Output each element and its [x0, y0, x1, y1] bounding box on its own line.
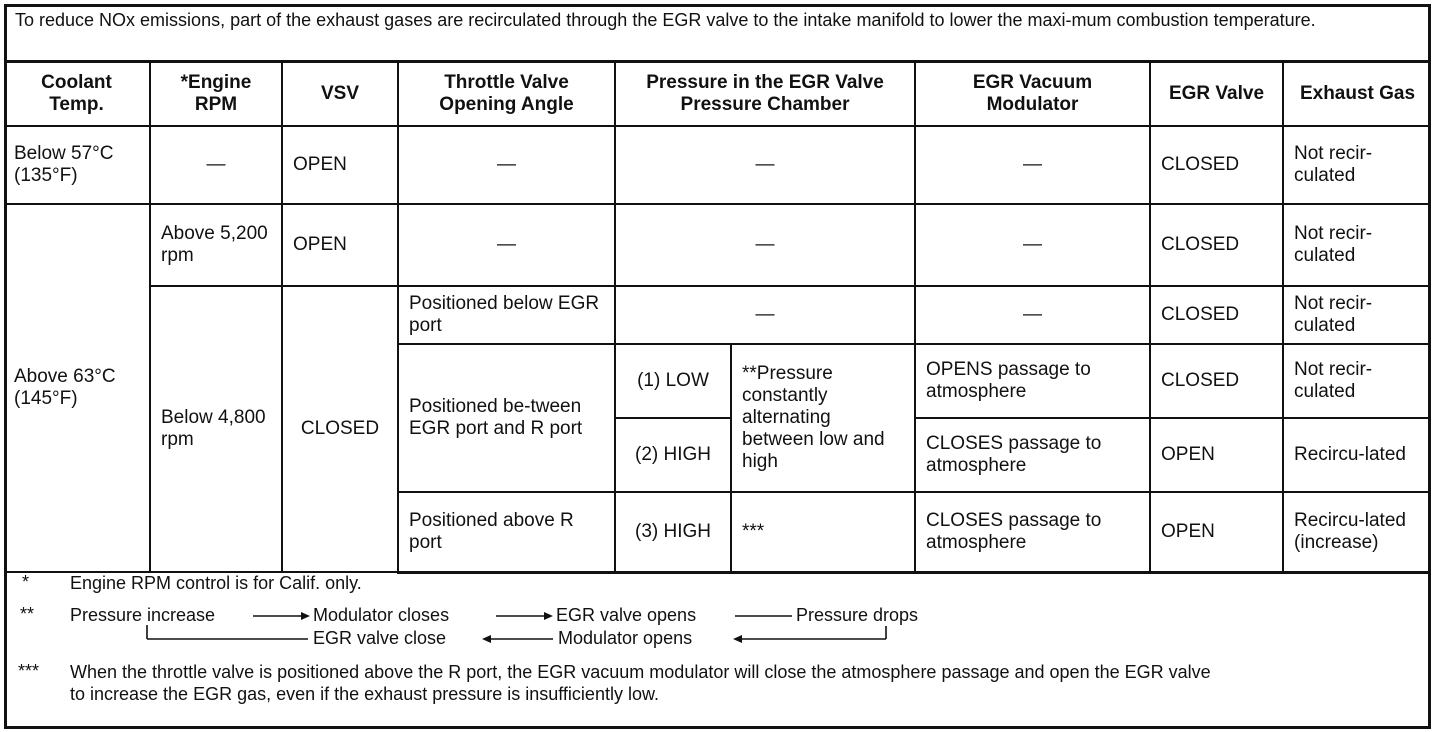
header-vacuum-modulator: EGR Vacuum Modulator — [915, 62, 1150, 127]
cell-throttle: Positioned above R port — [398, 492, 615, 572]
cell-pressure-note: *** — [731, 492, 915, 572]
cell-pressure-level: (1) LOW — [615, 344, 731, 418]
footnote-3-marker: *** — [18, 661, 40, 681]
cell-modulator: OPENS passage to atmosphere — [915, 344, 1150, 418]
cell-pressure-level: (3) HIGH — [615, 492, 731, 572]
header-coolant-temp: Coolant Temp. — [4, 62, 150, 127]
cell-egr-valve: CLOSED — [1150, 126, 1283, 204]
cell-exhaust: Recircu-lated (increase) — [1283, 492, 1431, 572]
cell-pressure: — — [615, 204, 915, 286]
header-vsv: VSV — [282, 62, 398, 127]
cell-throttle: — — [398, 126, 615, 204]
footnote-3-text: When the throttle valve is positioned above the R port, the EGR vacuum modulator will close the atmosphere passage and open the EGR valve to increase the EGR gas, even if the exhaust pressure is insufficiently low. — [70, 662, 1211, 704]
cell-rpm: Below 4,800 rpm — [150, 286, 282, 572]
cell-vsv: CLOSED — [282, 286, 398, 572]
intro-paragraph: To reduce NOx emissions, part of the exhaust gases are recirculated through the EGR valve to the intake manifold to lower the maxi-mum combustion temperature. — [15, 10, 1316, 30]
flow-pressure-increase: Pressure increase — [70, 605, 216, 625]
flow-modulator-opens: Modulator opens — [558, 628, 693, 648]
cell-modulator: — — [915, 126, 1150, 204]
cell-modulator: CLOSES passage to atmosphere — [915, 492, 1150, 572]
cell-pressure: — — [615, 126, 915, 204]
cell-coolant: Above 63°C (145°F) — [4, 204, 150, 572]
flow-pressure-drops: Pressure drops — [796, 605, 919, 625]
cell-throttle: — — [398, 204, 615, 286]
header-pressure-chamber: Pressure in the EGR Valve Pressure Chamber — [615, 62, 915, 127]
header-exhaust-gas: Exhaust Gas — [1283, 62, 1431, 127]
cell-rpm: — — [150, 126, 282, 204]
cell-egr-valve: CLOSED — [1150, 286, 1283, 344]
cell-rpm: Above 5,200 rpm — [150, 204, 282, 286]
cell-exhaust: Not recir-culated — [1283, 204, 1431, 286]
footnote-1-text: Engine RPM control is for Calif. only. — [70, 573, 362, 593]
cell-vsv: OPEN — [282, 204, 398, 286]
header-engine-rpm: *Engine RPM — [150, 62, 282, 127]
cell-modulator: — — [915, 204, 1150, 286]
cell-egr-valve: OPEN — [1150, 492, 1283, 572]
cell-modulator: — — [915, 286, 1150, 344]
cell-exhaust: Not recir-culated — [1283, 286, 1431, 344]
cell-exhaust: Not recir-culated — [1283, 344, 1431, 418]
flow-egr-valve-close: EGR valve close — [313, 628, 447, 648]
cell-coolant: Below 57°C (135°F) — [4, 126, 150, 204]
flow-modulator-closes: Modulator closes — [313, 605, 450, 625]
footnote-1-marker: * — [22, 572, 30, 592]
cell-throttle: Positioned below EGR port — [398, 286, 615, 344]
cell-pressure-note: **Pressure constantly alternating between low and high — [731, 344, 915, 492]
cell-vsv: OPEN — [282, 126, 398, 204]
footnote-2-marker: ** — [20, 604, 35, 624]
header-throttle-angle: Throttle Valve Opening Angle — [398, 62, 615, 127]
header-egr-valve: EGR Valve — [1150, 62, 1283, 127]
cell-pressure: — — [615, 286, 915, 344]
cell-modulator: CLOSES passage to atmosphere — [915, 418, 1150, 492]
flow-egr-valve-opens: EGR valve opens — [556, 605, 697, 625]
cell-egr-valve: CLOSED — [1150, 344, 1283, 418]
cell-egr-valve: OPEN — [1150, 418, 1283, 492]
cell-egr-valve: CLOSED — [1150, 204, 1283, 286]
cell-pressure-level: (2) HIGH — [615, 418, 731, 492]
cell-exhaust: Not recir-culated — [1283, 126, 1431, 204]
cell-throttle: Positioned be-tween EGR port and R port — [398, 344, 615, 492]
cell-exhaust: Recircu-lated — [1283, 418, 1431, 492]
